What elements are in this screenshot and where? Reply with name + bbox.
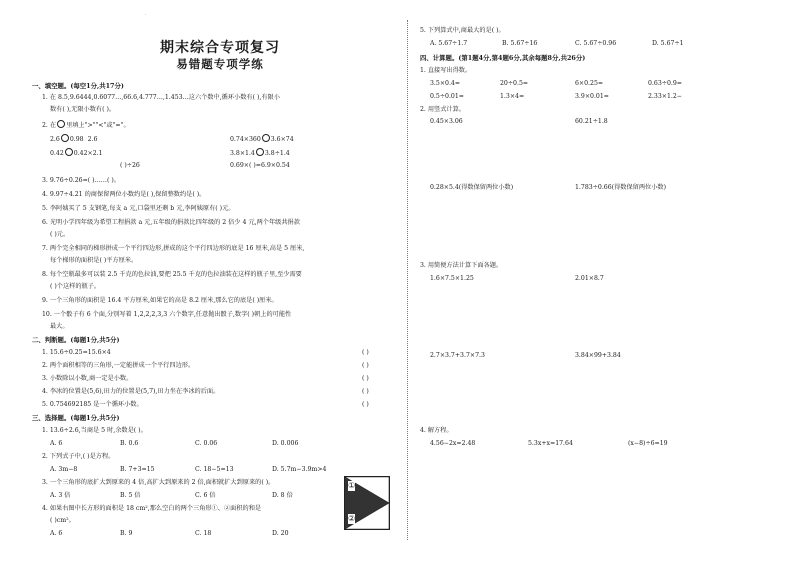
calc-direct: 3.9×0.01=	[575, 93, 609, 100]
choice-q4-line1: 4. 如果右图中长方形的面积是 18 cm²,那么空白的两个三角形①、②面积的和是	[42, 505, 262, 512]
calc-simplify: 2.7×3.7+3.7×7.3	[430, 352, 485, 359]
calc-simplify: 1.6×7.5×1.25	[430, 275, 474, 282]
expr: 3.8÷1.4	[264, 150, 290, 157]
choice-q5: 5. 下列算式中,商最大的是( )。	[420, 27, 505, 34]
blank-circle-icon	[262, 134, 270, 142]
calc-equation: 5.3x+x=17.64	[528, 440, 573, 447]
choice-option: D. 5.67÷1	[652, 40, 684, 47]
fill-q2-row3-right	[230, 162, 290, 170]
choice-option: A. 6	[50, 440, 63, 447]
choice-option: C. 0.06	[195, 440, 218, 447]
fill-q6-line2: ( )元。	[50, 231, 70, 238]
calc-part2-heading: 2. 用竖式计算。	[420, 106, 465, 113]
calc-direct: 3.5×0.4=	[430, 80, 461, 87]
calc-direct: 6×0.25=	[575, 80, 604, 87]
calc-vertical: 0.45×3.06	[430, 118, 463, 125]
fill-q1-line2: 数有( ),无限小数有( )。	[50, 106, 116, 113]
fill-q2	[42, 120, 130, 130]
choice-option: D. 20	[272, 530, 289, 537]
fill-q6-line1: 6. 光明小学四年级为希望工程捐款 a 元,五年级的捐款比四年级的 2 倍少 4 元,两个年级共捐款	[42, 219, 300, 226]
calc-equation: (x−8)÷6=19	[628, 440, 668, 447]
triangle-label-1: ①	[348, 481, 356, 490]
judge-answer-blank: ( )	[362, 401, 369, 408]
choice-option: B. 5.67÷16	[502, 40, 538, 47]
judge-answer-blank: ( )	[362, 362, 369, 369]
expr: 0.98	[69, 136, 84, 143]
choice-option: A. 5.67÷1.7	[430, 40, 468, 47]
section-choice-heading: 三、选择题。(每题1分,共5分)	[32, 414, 120, 422]
fill-q7-line1: 7. 两个完全相同的梯形拼成一个平行四边形,拼成的这个平行四边形的底是 16 厘米,高是 5 厘米,	[42, 245, 305, 252]
fill-q2-row1-left	[50, 134, 97, 144]
calc-part4-heading: 4. 解方程。	[420, 427, 453, 434]
column-divider	[407, 20, 409, 540]
expr: 2.6	[50, 136, 60, 143]
expr: 0.69×( )	[230, 162, 256, 169]
choice-option: B. 5 倍	[120, 492, 141, 499]
fill-q2-prefix: 2. 在	[42, 122, 57, 129]
calc-part3-heading: 3. 用简便方法计算下面各题。	[420, 262, 503, 269]
calc-simplify: 3.84×99+3.84	[575, 352, 621, 359]
judge-item: 2. 两个面积相等的三角形,一定能拼成一个平行四边形。	[42, 362, 195, 369]
judge-answer-blank: ( )	[362, 349, 369, 356]
choice-option: A. 6	[50, 530, 63, 537]
choice-option: C. 18−5=13	[195, 466, 234, 473]
expr: 2.6	[87, 136, 98, 143]
choice-option: A. 3m−8	[50, 466, 78, 473]
fill-q2-row2-left	[50, 148, 103, 158]
judge-item: 1. 15.6÷0.25=15.6×4	[42, 349, 111, 356]
blank-circle-icon	[256, 148, 264, 156]
expr: 3.6×74	[270, 136, 294, 143]
fill-q5: 5. 李阿姨买了 5 支钢笔,每支 a 元,口袋里还剩 b 元,李阿姨原有( )元。	[42, 205, 235, 212]
scan-mark: ·	[145, 12, 147, 18]
judge-item: 5. 0.754692185 是一个循环小数。	[42, 401, 143, 408]
expr: 3.8×1.4	[230, 150, 255, 157]
expr: =6.9×0.54	[255, 162, 290, 169]
calc-direct: 2.33×1.2−	[648, 93, 682, 100]
expr: 0.74×360	[230, 136, 261, 143]
blank-circle-icon	[61, 134, 69, 142]
choice-option: B. 0.6	[120, 440, 139, 447]
choice-q1: 1. 13.6÷2.6,当商是 5 时,余数是( )。	[42, 427, 147, 434]
choice-option: B. 9	[120, 530, 133, 537]
calc-simplify: 2.01×8.7	[575, 275, 604, 282]
choice-option: D. 0.006	[272, 440, 299, 447]
choice-option: D. 8 倍	[272, 492, 293, 499]
section-calc-heading: 四、计算题。(第1题4分,第4题6分,其余每题8分,共26分)	[420, 54, 586, 62]
judge-answer-blank: ( )	[362, 375, 369, 382]
calc-vertical: 1.783÷0.66(得数保留两位小数)	[575, 184, 667, 191]
page-subtitle: 易错题专项学练	[176, 57, 264, 71]
choice-option: C. 6 倍	[195, 492, 216, 499]
calc-vertical: 0.28×5.4(得数保留两位小数)	[430, 184, 514, 191]
fill-q9: 9. 一个三角形的面积是 16.4 平方厘米,如果它的高是 8.2 厘米,那么它的底是( )厘米。	[42, 297, 278, 304]
fill-q4: 4. 9.97÷4.21 的商保留两位小数约是( ),保留整数约是( )。	[42, 191, 206, 198]
judge-item: 3. 小数除以小数,商一定是小数。	[42, 375, 133, 382]
fill-q2-row3-left: ( )÷26	[120, 162, 140, 169]
calc-equation: 4.56−2x=2.48	[430, 440, 476, 447]
fill-q8-line2: ( )个这样的瓶子。	[50, 283, 101, 290]
calc-part1-heading: 1. 直接写出得数。	[420, 67, 472, 74]
choice-q3: 3. 一个三角形的底扩大到原来的 4 倍,高扩大到原来的 2 倍,面积就扩大到原来的( )。	[42, 479, 275, 486]
choice-option: A. 3 倍	[50, 492, 71, 499]
fill-q2-suffix: 里填上">""<"或"="。	[66, 122, 130, 129]
section-fill-heading: 一、填空题。(每空1分,共17分)	[32, 82, 124, 90]
calc-direct: 0.5÷0.01=	[430, 93, 464, 100]
calc-direct: 0.63÷0.9=	[648, 80, 682, 87]
section-judge-heading: 二、判断题。(每题1分,共5分)	[32, 336, 120, 344]
fill-q2-row1-right	[230, 134, 294, 144]
fill-q3: 3. 9.76÷0.26=( )……( )。	[42, 177, 120, 184]
triangle-label-2: ②	[348, 514, 356, 523]
fill-q1-line1: 1. 在 8.5,9.6444,0.6077…,66.6,4.777…,1.453…这六个数中,循环小数有( ),有限小	[42, 94, 280, 101]
choice-q4-line2: ( )cm²。	[50, 517, 75, 524]
judge-item: 4. 李冰的位置是(5,6),田力的位置是(5,7),田力坐在李冰的后面。	[42, 388, 220, 395]
blank-circle-icon	[65, 148, 73, 156]
page-title: 期末综合专项复习	[160, 40, 280, 56]
fill-q2-row2-right	[230, 148, 290, 158]
choice-option: C. 5.67÷0.96	[575, 40, 617, 47]
fill-q7-line2: 每个梯形的面积是( )平方厘米。	[50, 257, 138, 264]
fill-q10-line1: 10. 一个骰子有 6 个面,分别写着 1,2,2,2,3,3 六个数字,任意抛出骰子,数字( )朝上的可能性	[42, 311, 292, 318]
calc-direct: 1.3×4=	[500, 93, 525, 100]
choice-q2: 2. 下列式子中,( )是方程。	[42, 453, 115, 460]
choice-option: D. 5.7m−3.9m>4	[272, 466, 327, 473]
expr: 0.42	[50, 150, 64, 157]
choice-option: C. 18	[195, 530, 212, 537]
calc-direct: 20÷0.5=	[500, 80, 529, 87]
calc-vertical: 60.21÷1.8	[575, 118, 608, 125]
fill-q8-line1: 8. 每个空瓶最多可以装 2.5 千克的色拉油,要把 25.5 千克的色拉油装在这样的瓶子里,至少需要	[42, 271, 302, 278]
choice-option: B. 7+3=15	[120, 466, 155, 473]
judge-answer-blank: ( )	[362, 388, 369, 395]
blank-circle-icon	[57, 120, 65, 128]
expr: 0.42×2.1	[73, 150, 103, 157]
fill-q10-line2: 最大。	[50, 323, 69, 330]
